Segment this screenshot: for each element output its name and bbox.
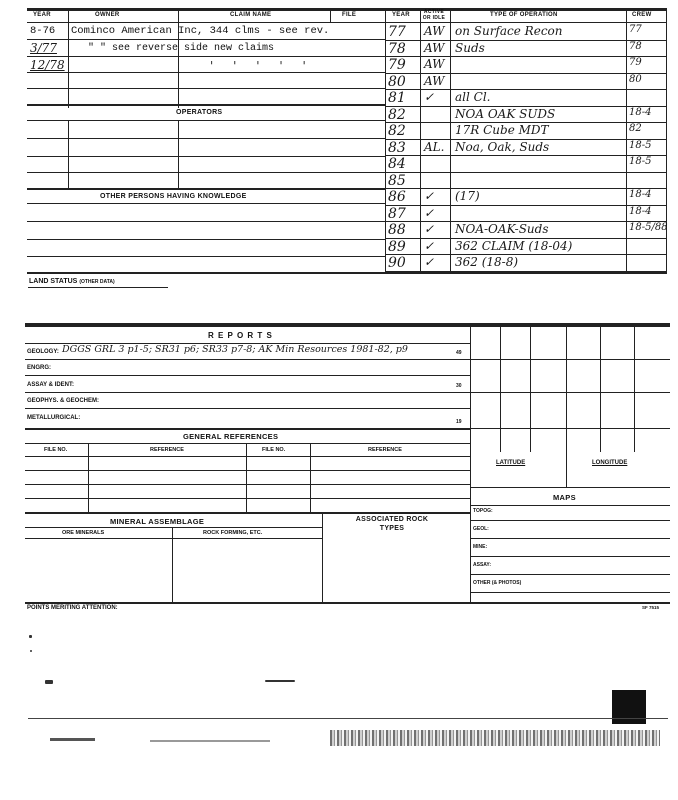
ops-row-active: ✓: [424, 90, 435, 104]
reports-line: [25, 359, 470, 360]
scan-edge-line: [28, 718, 668, 719]
ref-file-no2-header: FILE NO.: [262, 447, 286, 453]
ops-row-crew: 18-4: [629, 205, 652, 217]
operators-divider: [68, 120, 69, 188]
grid-line: [500, 327, 501, 452]
ops-row-year: 82: [388, 106, 406, 123]
ops-row-type: NOA-OAK-Suds: [455, 222, 549, 236]
maps-item: TOPOG:: [473, 508, 493, 514]
longitude-label: LONGITUDE: [592, 460, 628, 466]
grid-line: [530, 327, 531, 452]
ops-row-year: 82: [388, 123, 406, 139]
owner-row-3-year: 12/78: [30, 58, 65, 72]
ops-row-crew: 77: [629, 24, 642, 35]
ops-row-active: ✓: [424, 238, 435, 253]
ops-row-active: AL.: [424, 139, 445, 154]
metallurgical-label: METALLURGICAL:: [27, 415, 81, 421]
reports-title: R E P O R T S: [208, 331, 273, 340]
ops-row-active: ✓: [424, 189, 435, 203]
other-persons-line: [27, 256, 385, 257]
ops-row-year: 86: [388, 189, 406, 205]
ops-row-type: 362 CLAIM (18-04): [455, 238, 573, 253]
ops-row-year: 88: [388, 222, 406, 238]
reports-line: [25, 392, 470, 393]
ops-row-crew: 18-5: [629, 156, 652, 167]
associated-rock-types-title: ASSOCIATED ROCK TYPES: [355, 516, 429, 532]
latitude-label: LATITUDE: [496, 460, 526, 466]
right-border: [666, 8, 667, 273]
ref-block-bottom: [25, 512, 470, 514]
col-year2-header: YEAR: [392, 12, 410, 18]
col-year-header: YEAR: [33, 12, 51, 18]
grid-line: [470, 392, 670, 393]
ops-row-year: 77: [388, 24, 406, 40]
type-col-divider: [450, 8, 451, 273]
owner-row-1-year: 8-76: [30, 25, 56, 37]
reports-section-bottom: [25, 602, 670, 604]
operators-block-bottom: [27, 188, 385, 190]
owner-row-2-year: 3/77: [30, 41, 57, 55]
col-owner-header: OWNER: [95, 12, 120, 18]
ops-row-year: 90: [388, 255, 406, 271]
scan-speck: [45, 680, 53, 684]
grid-line: [470, 428, 670, 429]
maps-title: MAPS: [553, 493, 576, 502]
ops-row-year: 85: [388, 172, 406, 189]
ops-row-year: 79: [388, 57, 406, 73]
ops-row-year: 84: [388, 156, 406, 172]
ref-line: [25, 456, 470, 457]
ref-divider: [88, 443, 89, 512]
ops-row-year: 87: [388, 205, 406, 222]
maps-line: [470, 592, 670, 593]
right-panel-divider: [470, 327, 471, 602]
ops-row-crew: 18-4: [629, 189, 652, 200]
mineral-divider: [172, 527, 173, 602]
land-status-sub: (OTHER DATA): [79, 279, 115, 285]
ops-row-active: ✓: [424, 222, 435, 236]
ops-row-crew: 18-4: [629, 106, 652, 118]
maps-line: [470, 505, 670, 506]
grid-line: [470, 359, 670, 360]
maps-line: [470, 520, 670, 521]
assay-number: 30: [456, 383, 462, 389]
mineral-line: [25, 527, 322, 528]
file-col-divider: [330, 8, 331, 23]
ref-divider: [310, 443, 311, 512]
ref-line: [25, 484, 470, 485]
ops-row-crew: 18-5: [629, 139, 652, 151]
ref-line: [25, 443, 470, 444]
ref-line: [25, 470, 470, 471]
owner-row-2-text: " " see reverse side new claims: [88, 43, 275, 54]
other-persons-line: [27, 221, 385, 222]
top-section-bottom: [27, 272, 667, 274]
metallurgical-number: 19: [456, 419, 462, 425]
owner-col-divider: [68, 8, 69, 108]
ops-row-crew: 80: [629, 73, 642, 85]
assay-label: ASSAY & IDENT:: [27, 382, 75, 388]
ref-reference-header: REFERENCE: [150, 447, 184, 453]
maps-item: MINE:: [473, 544, 488, 550]
owner-row-line: [27, 39, 385, 40]
grid-line: [600, 327, 601, 452]
scan-speck: [30, 650, 32, 652]
ops-row-active: AW: [424, 57, 445, 71]
land-status-underline: [28, 287, 168, 288]
maps-item: ASSAY:: [473, 562, 492, 568]
ops-row-year: 81: [388, 90, 406, 106]
geology-value: DGGS GRL 3 p1-5; SR31 p6; SR33 p7-8; AK Min Resources 1981-82, p9: [62, 344, 408, 355]
operators-title: OPERATORS: [176, 109, 223, 116]
reports-top-border: [25, 323, 670, 327]
ops-row-type: Noa, Oak, Suds: [455, 139, 550, 154]
operators-line: [27, 172, 385, 173]
maps-line: [470, 556, 670, 557]
ops-row-active: ✓: [424, 205, 435, 220]
grid-line: [634, 327, 635, 452]
col-active-header: ACTIVE OR IDLE: [422, 9, 446, 21]
maps-top-line: [470, 487, 670, 488]
col-file-header: FILE: [342, 12, 357, 18]
geology-label: GEOLOGY:: [27, 349, 59, 355]
maps-item: GEOL:: [473, 526, 489, 532]
general-references-title: GENERAL REFERENCES: [183, 432, 279, 441]
ref-reference2-header: REFERENCE: [368, 447, 402, 453]
owner-row-line: [27, 56, 385, 57]
ops-row-line: [385, 172, 666, 173]
rock-forming-header: ROCK FORMING, ETC.: [203, 530, 263, 536]
ops-row-line: [385, 271, 666, 272]
scan-speck: [29, 635, 32, 638]
reports-block-bottom: [25, 428, 470, 430]
mineral-assemblage-title: MINERAL ASSEMBLAGE: [110, 517, 205, 526]
reports-line: [25, 375, 470, 376]
active-col-divider: [420, 8, 421, 273]
engrg-label: ENGRG:: [27, 365, 51, 371]
scan-noise-band: [330, 730, 660, 746]
ops-row-type: NOA OAK SUDS: [455, 106, 556, 121]
other-persons-line: [27, 203, 385, 204]
ref-file-no-header: FILE NO.: [44, 447, 68, 453]
ore-minerals-header: ORE MINERALS: [62, 530, 105, 536]
ops-row-type: on Surface Recon: [455, 24, 563, 38]
ops-row-type: 362 (18-8): [455, 255, 519, 269]
points-meriting-attention-label: POINTS MERITING ATTENTION:: [27, 605, 118, 611]
scan-speck: [265, 680, 295, 682]
ref-divider: [246, 443, 247, 512]
top-border: [27, 8, 667, 11]
ops-row-crew: 82: [629, 123, 642, 134]
operators-line: [27, 156, 385, 157]
owner-row-1-text: Cominco American Inc, 344 clms - see rev.: [71, 25, 330, 37]
ops-row-year: 78: [388, 40, 406, 57]
other-persons-line: [27, 239, 385, 240]
owner-row-3-text: ' ' ' ' ': [210, 59, 314, 73]
ops-row-active: ✓: [424, 255, 435, 269]
scan-noise-mark: [50, 738, 95, 741]
ops-row-year: 89: [388, 238, 406, 255]
ops-row-type: Suds: [455, 40, 485, 55]
grid-line: [566, 327, 567, 487]
ops-row-type: (17): [455, 189, 480, 203]
ops-row-active: AW: [424, 24, 445, 38]
maps-item: OTHER (& PHOTOS): [473, 580, 522, 586]
other-persons-title: OTHER PERSONS HAVING KNOWLEDGE: [100, 193, 247, 200]
ops-row-line: [385, 155, 666, 156]
ops-row-crew: 18-5/88: [629, 222, 668, 233]
land-status-text: LAND STATUS: [29, 278, 78, 285]
scan-noise-mark: [150, 740, 270, 742]
ops-row-crew: 79: [629, 57, 642, 68]
ops-left-border: [385, 8, 386, 273]
ops-row-type: all Cl.: [455, 90, 491, 104]
ops-row-active: AW: [424, 40, 445, 55]
ops-row-crew: 78: [629, 40, 642, 52]
geophys-label: GEOPHYS. & GEOCHEM:: [27, 398, 100, 404]
ref-line: [25, 498, 470, 499]
crew-col-divider: [626, 8, 627, 273]
col-claim-name-header: CLAIM NAME: [230, 12, 272, 18]
ops-row-year: 83: [388, 139, 406, 156]
col-crew-header: CREW: [632, 12, 652, 18]
ops-row-active: AW: [424, 73, 445, 88]
ops-row-year: 80: [388, 73, 406, 90]
header-bottom-line: [27, 22, 667, 23]
form-number: SF 7515: [642, 605, 660, 610]
reports-line: [25, 408, 470, 409]
claim-col-divider: [178, 8, 179, 108]
operators-line: [27, 120, 385, 121]
maps-line: [470, 574, 670, 575]
operators-line: [27, 138, 385, 139]
land-status-label: [29, 278, 115, 285]
owner-row-line: [27, 72, 385, 73]
ops-row-type: 17R Cube MDT: [455, 123, 549, 137]
mineral-divider: [322, 512, 323, 602]
mineral-line: [25, 538, 322, 539]
geology-number: 49: [456, 350, 462, 356]
owner-row-line: [27, 88, 385, 89]
col-type-header: TYPE OF OPERATION: [490, 12, 558, 18]
maps-line: [470, 538, 670, 539]
owner-block-bottom: [27, 104, 385, 106]
operators-divider: [178, 120, 179, 188]
